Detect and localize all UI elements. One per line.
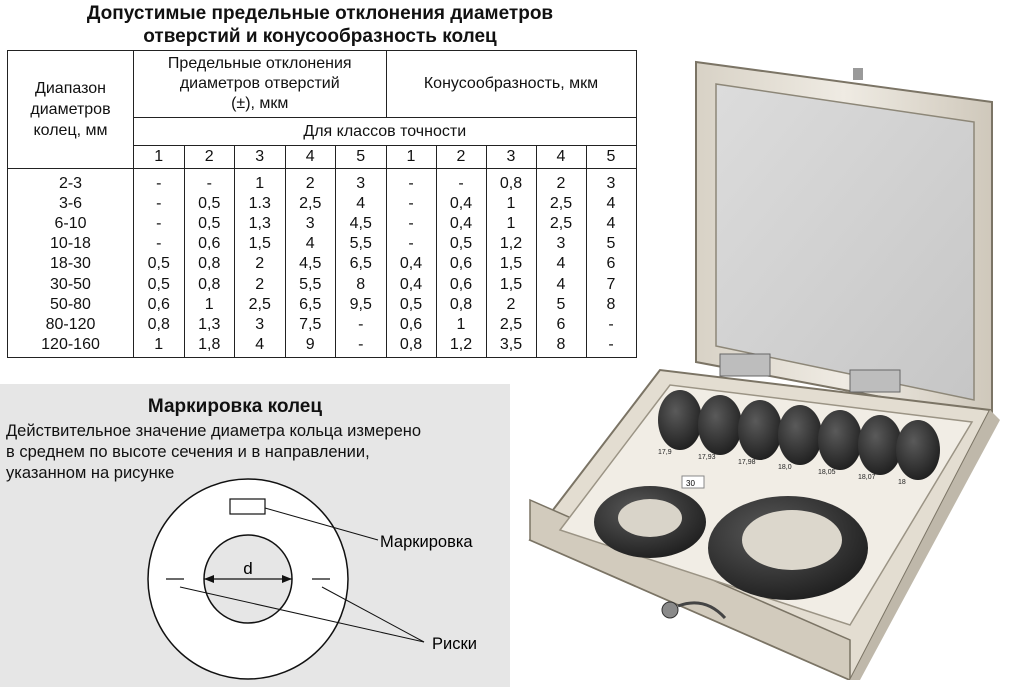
value-cell: 1 bbox=[134, 335, 185, 358]
value-cell: 3 bbox=[586, 169, 636, 194]
diameter-label: d bbox=[243, 559, 253, 578]
value-cell: 1,3 bbox=[184, 314, 235, 334]
value-cell: - bbox=[386, 234, 436, 254]
lid-felt-lining bbox=[716, 84, 974, 400]
value-cell: 8 bbox=[336, 274, 387, 294]
value-cell: 0,5 bbox=[436, 234, 486, 254]
range-cell: 10-18 bbox=[8, 234, 134, 254]
value-cell: - bbox=[134, 169, 185, 194]
value-cell: 1,5 bbox=[486, 254, 536, 274]
value-cell: 9,5 bbox=[336, 294, 387, 314]
value-cell: 0,5 bbox=[134, 254, 185, 274]
value-cell: 6,5 bbox=[285, 294, 336, 314]
range-cell: 50-80 bbox=[8, 294, 134, 314]
value-cell: - bbox=[386, 213, 436, 233]
value-cell: 4 bbox=[586, 213, 636, 233]
value-cell: 1,8 bbox=[184, 335, 235, 358]
range-header-cell: Диапазон диаметров колец, мм bbox=[8, 51, 134, 169]
marking-description: Действительное значение диаметра кольца измерено в среднем по высоте сечения и в направлении, указанном на рисунке bbox=[6, 422, 422, 482]
ring-gauge-set-photo bbox=[520, 40, 1020, 680]
class-number-cell: 3 bbox=[486, 146, 536, 169]
value-cell: 0,6 bbox=[184, 234, 235, 254]
value-cell: 7,5 bbox=[285, 314, 336, 334]
value-cell: 0,5 bbox=[184, 193, 235, 213]
value-cell: 0,6 bbox=[436, 274, 486, 294]
value-cell: 4 bbox=[536, 254, 586, 274]
page-title: Допустимые предельные отклонения диаметров отверстий и конусообразность колец bbox=[86, 3, 554, 47]
small-ring-6 bbox=[858, 415, 902, 475]
ring-diagram bbox=[0, 470, 510, 687]
value-cell: - bbox=[184, 169, 235, 194]
value-cell: 0,8 bbox=[386, 335, 436, 358]
value-cell: 0,4 bbox=[436, 213, 486, 233]
value-cell: 1 bbox=[184, 294, 235, 314]
value-cell: 5,5 bbox=[285, 274, 336, 294]
range-cell: 3-6 bbox=[8, 193, 134, 213]
range-cell: 6-10 bbox=[8, 213, 134, 233]
taper-header-cell: Конусообразность, мкм bbox=[386, 51, 636, 118]
value-cell: - bbox=[436, 169, 486, 194]
small-ring-3 bbox=[738, 400, 782, 460]
value-cell: 1,3 bbox=[235, 213, 286, 233]
value-cell: 2 bbox=[536, 169, 586, 194]
value-cell: 2,5 bbox=[285, 193, 336, 213]
value-cell: 2 bbox=[235, 254, 286, 274]
range-cell: 18-30 bbox=[8, 254, 134, 274]
value-cell: 4,5 bbox=[336, 213, 387, 233]
ring-label-4: 18,0 bbox=[778, 464, 792, 471]
value-cell: 1,5 bbox=[486, 274, 536, 294]
value-cell: - bbox=[386, 169, 436, 194]
class-number-cell: 4 bbox=[536, 146, 586, 169]
value-cell: 0,5 bbox=[134, 274, 185, 294]
ring-label-5: 18,05 bbox=[818, 469, 836, 476]
risks-label: Риски bbox=[432, 635, 477, 653]
class-number-cell: 2 bbox=[184, 146, 235, 169]
range-cell: 80-120 bbox=[8, 314, 134, 334]
small-ring-7 bbox=[896, 420, 940, 480]
value-cell: 0,8 bbox=[184, 254, 235, 274]
class-number-cell: 4 bbox=[285, 146, 336, 169]
tray-tag-label: 30 bbox=[686, 479, 695, 488]
value-cell: 3 bbox=[336, 169, 387, 194]
value-cell: 1 bbox=[486, 193, 536, 213]
value-cell: 1,2 bbox=[436, 335, 486, 358]
hinge-left bbox=[720, 354, 770, 376]
ring-label-3: 17,98 bbox=[738, 459, 756, 466]
value-cell: 0,4 bbox=[386, 274, 436, 294]
latch-icon bbox=[662, 602, 678, 618]
value-cell: - bbox=[336, 314, 387, 334]
value-cell: - bbox=[386, 193, 436, 213]
value-cell: 0,6 bbox=[134, 294, 185, 314]
marking-title: Маркировка колец bbox=[147, 396, 323, 417]
small-ring-1 bbox=[658, 390, 702, 450]
value-cell: 2,5 bbox=[536, 213, 586, 233]
value-cell: 0,6 bbox=[386, 314, 436, 334]
value-cell: 2 bbox=[486, 294, 536, 314]
value-cell: 9 bbox=[285, 335, 336, 358]
class-number-cell: 2 bbox=[436, 146, 486, 169]
small-ring-2 bbox=[698, 395, 742, 455]
value-cell: 1.3 bbox=[235, 193, 286, 213]
value-cell: 0,8 bbox=[486, 169, 536, 194]
marking-box bbox=[230, 499, 265, 514]
value-cell: 0,4 bbox=[386, 254, 436, 274]
deviation-header-cell: Предельные отклонения диаметров отверстий (±), мкм bbox=[134, 51, 387, 118]
class-number-cell: 3 bbox=[235, 146, 286, 169]
value-cell: 4 bbox=[235, 335, 286, 358]
value-cell: 4,5 bbox=[285, 254, 336, 274]
classes-header-cell: Для классов точности bbox=[134, 118, 637, 146]
value-cell: - bbox=[134, 234, 185, 254]
value-cell: 1 bbox=[235, 169, 286, 194]
value-cell: 5 bbox=[536, 294, 586, 314]
value-cell: 6 bbox=[586, 254, 636, 274]
range-cell: 2-3 bbox=[8, 169, 134, 194]
value-cell: 8 bbox=[586, 294, 636, 314]
value-cell: 0,4 bbox=[436, 193, 486, 213]
value-cell: 2,5 bbox=[235, 294, 286, 314]
value-cell: 0,8 bbox=[436, 294, 486, 314]
value-cell: 4 bbox=[586, 193, 636, 213]
value-cell: 0,8 bbox=[134, 314, 185, 334]
value-cell: - bbox=[134, 193, 185, 213]
value-cell: 1 bbox=[436, 314, 486, 334]
value-cell: 1 bbox=[486, 213, 536, 233]
class-number-cell: 1 bbox=[134, 146, 185, 169]
value-cell: - bbox=[586, 314, 636, 334]
value-cell: 2 bbox=[285, 169, 336, 194]
value-cell: 0,5 bbox=[184, 213, 235, 233]
value-cell: 0,5 bbox=[386, 294, 436, 314]
value-cell: 2,5 bbox=[536, 193, 586, 213]
value-cell: 8 bbox=[536, 335, 586, 358]
small-ring-4 bbox=[778, 405, 822, 465]
value-cell: 2 bbox=[235, 274, 286, 294]
class-number-cell: 5 bbox=[336, 146, 387, 169]
ring-label-6: 18,07 bbox=[858, 474, 876, 481]
value-cell: 4 bbox=[285, 234, 336, 254]
ring-label-1: 17,9 bbox=[658, 449, 672, 456]
medium-ring-hole bbox=[618, 499, 682, 537]
value-cell: 1,5 bbox=[235, 234, 286, 254]
value-cell: 3 bbox=[235, 314, 286, 334]
value-cell: 6 bbox=[536, 314, 586, 334]
marking-label: Маркировка bbox=[380, 533, 473, 551]
value-cell: - bbox=[586, 335, 636, 358]
class-number-cell: 5 bbox=[586, 146, 636, 169]
small-ring-5 bbox=[818, 410, 862, 470]
lid-clasp bbox=[853, 68, 863, 80]
value-cell: 1,2 bbox=[486, 234, 536, 254]
value-cell: 2,5 bbox=[486, 314, 536, 334]
value-cell: 3,5 bbox=[486, 335, 536, 358]
value-cell: 4 bbox=[536, 274, 586, 294]
value-cell: 6,5 bbox=[336, 254, 387, 274]
value-cell: 5,5 bbox=[336, 234, 387, 254]
value-cell: 5 bbox=[586, 234, 636, 254]
value-cell: 4 bbox=[336, 193, 387, 213]
value-cell: 0,6 bbox=[436, 254, 486, 274]
range-cell: 30-50 bbox=[8, 274, 134, 294]
range-cell: 120-160 bbox=[8, 335, 134, 358]
ring-label-7: 18 bbox=[898, 479, 906, 486]
hinge-right bbox=[850, 370, 900, 392]
value-cell: - bbox=[336, 335, 387, 358]
value-cell: 0,8 bbox=[184, 274, 235, 294]
large-ring-hole bbox=[742, 510, 842, 570]
value-cell: - bbox=[134, 213, 185, 233]
class-number-cell: 1 bbox=[386, 146, 436, 169]
ring-label-2: 17,93 bbox=[698, 454, 716, 461]
value-cell: 3 bbox=[536, 234, 586, 254]
value-cell: 7 bbox=[586, 274, 636, 294]
value-cell: 3 bbox=[285, 213, 336, 233]
